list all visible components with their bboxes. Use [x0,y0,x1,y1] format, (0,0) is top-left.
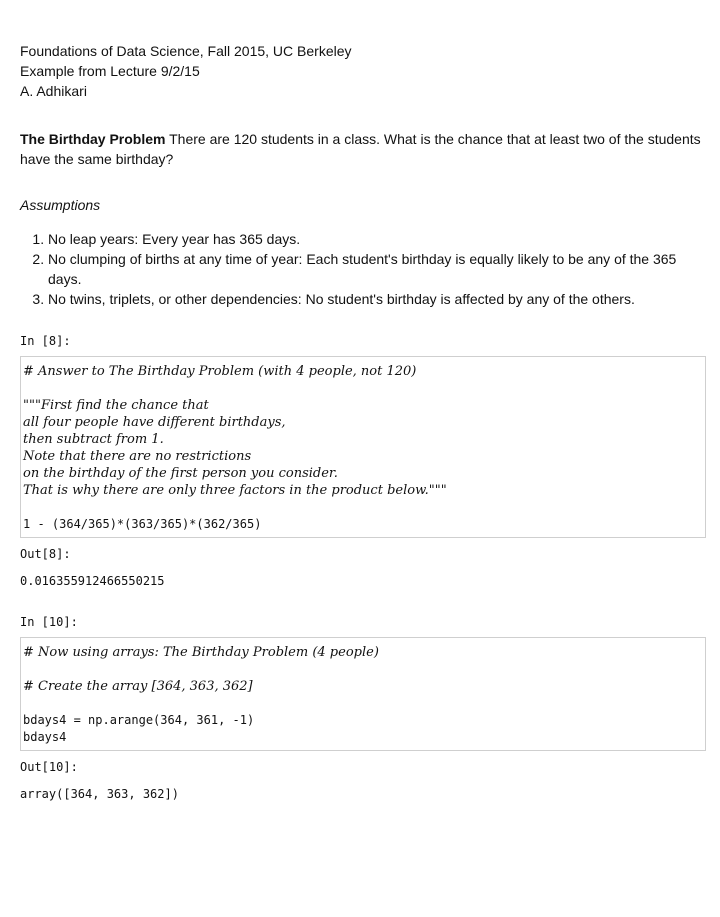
input-prompt: In [10]: [20,615,78,629]
output-prompt: Out[8]: [20,547,71,561]
author-name: A. Adhikari [20,83,87,99]
code-cell[interactable] [20,637,706,751]
lecture-date: Example from Lecture 9/2/15 [20,63,200,79]
code-line: # Now using arrays: The Birthday Problem (4 people) [23,645,379,660]
code-line: # Answer to The Birthday Problem (with 4 people, not 120) [23,364,417,379]
code-line: on the birthday of the first person you consider. [23,466,338,481]
problem-text: There are 120 students in a class. What is the chance that at least two of the students have the same birthday? [20,131,701,167]
notebook-page [20,41,706,803]
code-line-blank [23,499,703,516]
assumption-item: 2. No clumping of births at any time of year: Each student's birthday is equally likely to be any of the 365 days. [48,249,706,289]
code-line: 1 - (364/365)*(363/365)*(362/365) [23,517,262,531]
code-line: then subtract from 1. [23,432,164,447]
assumption-item: 1. No leap years: Every year has 365 days. [48,229,706,249]
course-title: Foundations of Data Science, Fall 2015, UC Berkeley [20,43,352,59]
problem-statement [20,129,706,169]
assumption-item: 3. No twins, triplets, or other dependencies: No student's birthday is affected by any of the others. [48,289,706,309]
problem-title: The Birthday Problem [20,131,166,147]
assumptions-list [20,229,706,309]
cell-output: 0.016355912466550215 [20,574,165,588]
code-cell[interactable] [20,356,706,538]
code-line: # Create the array [364, 363, 362] [23,679,253,694]
code-line-blank [23,661,703,678]
code-line: """First find the chance that [23,398,209,413]
code-line: bdays4 [23,730,67,744]
output-prompt: Out[10]: [20,760,78,774]
code-line: all four people have different birthdays, [23,415,286,430]
code-line: bdays4 = np.arange(364, 361, -1) [23,713,255,727]
document-header [20,41,706,101]
code-line-blank [23,695,703,712]
code-line-blank [23,380,703,397]
code-line: Note that there are no restrictions [23,449,252,464]
assumptions-heading: Assumptions [20,197,101,213]
input-prompt: In [8]: [20,334,71,348]
code-line: That is why there are only three factors in the product below.""" [23,483,447,498]
cell-output: array([364, 363, 362]) [20,787,179,801]
